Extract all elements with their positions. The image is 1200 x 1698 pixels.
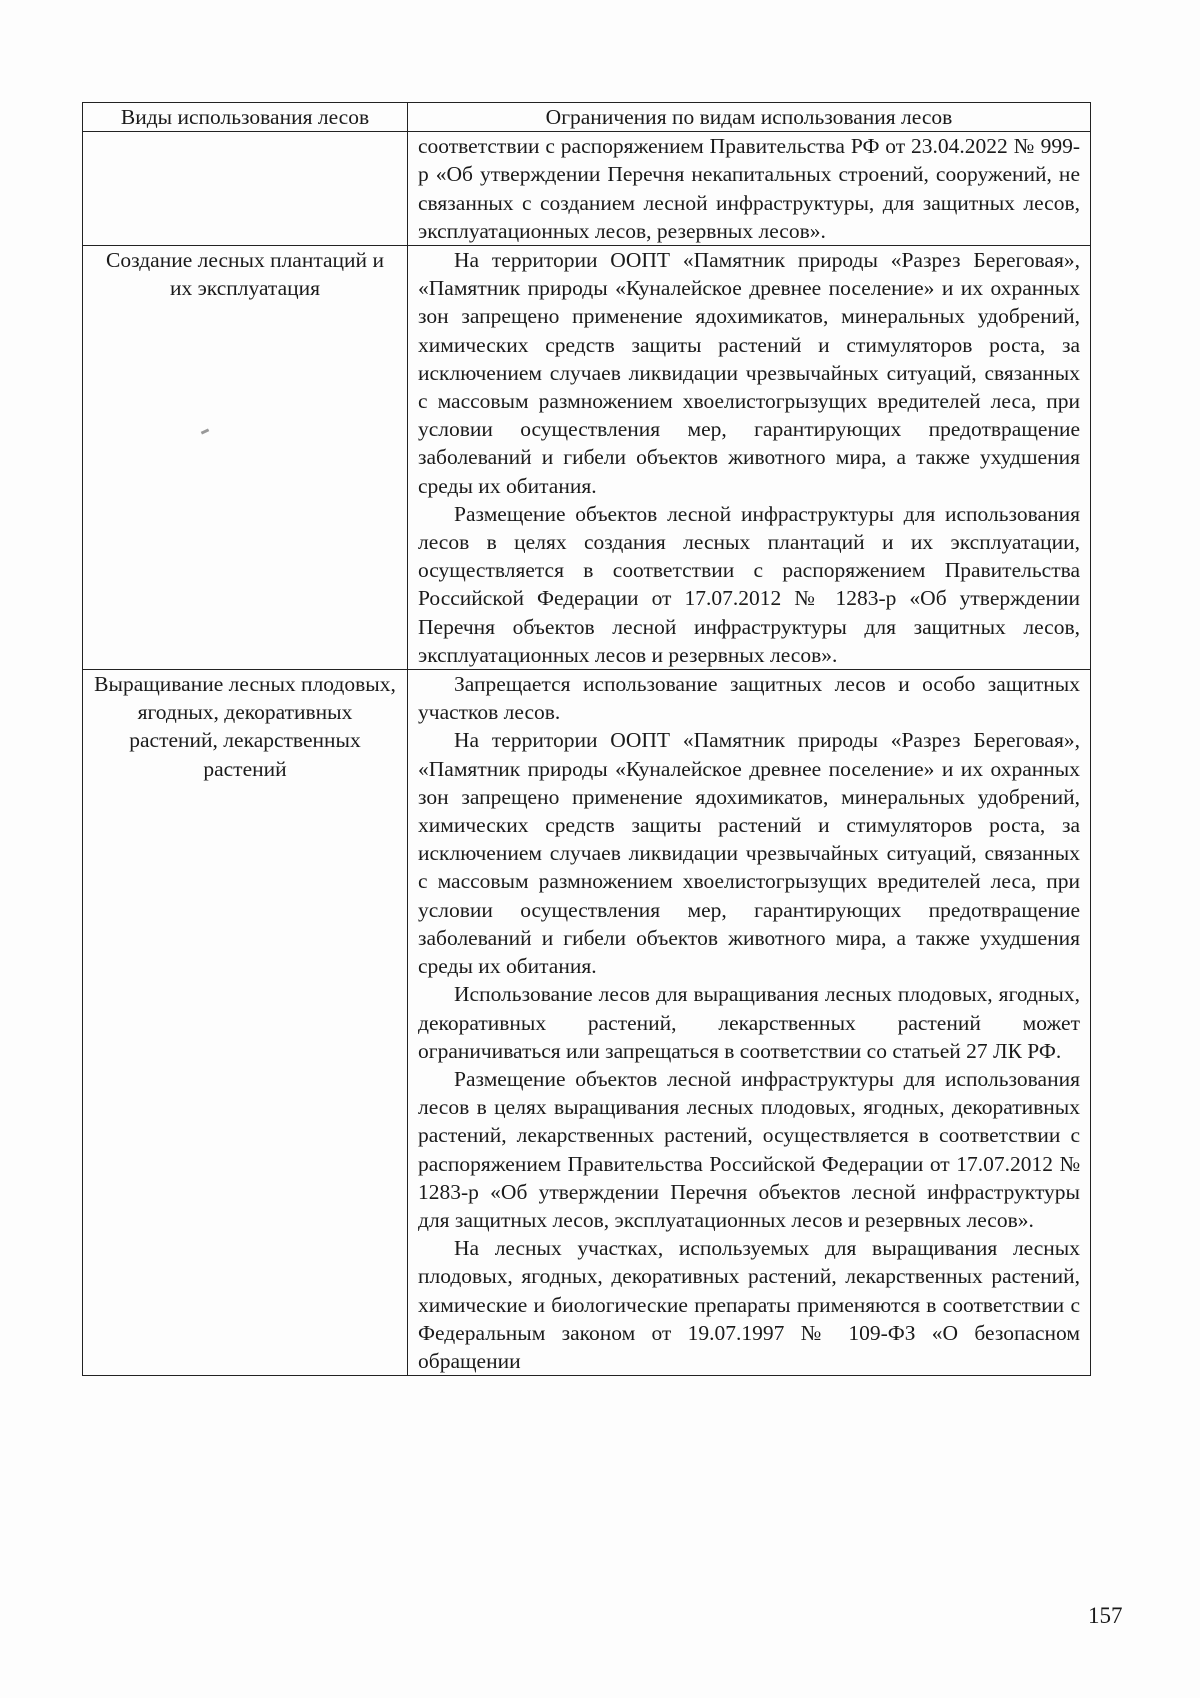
- restriction-paragraph: Использование лесов для выращивания лесных плодовых, ягодных, декоративных растений, лекарственных растений может ограничиваться или запрещаться в соответствии со статьей 27 ЛК РФ.: [418, 982, 1080, 1063]
- row-kind-cell: Выращивание лесных плодовых, ягодных, декоративных растений, лекарственных растений: [83, 670, 408, 1376]
- row-restrictions-cell: [408, 246, 1091, 670]
- header-restrictions: Ограничения по видам использования лесов: [408, 103, 1091, 132]
- restriction-paragraph: На лесных участках, используемых для выращивания лесных плодовых, ягодных, декоративных растений, лекарственных растений, химические и биологические препараты применяются в соответствии с Федеральным законом от 19.07.1997 № 109-ФЗ «О безопасном обращении: [418, 1236, 1080, 1373]
- restriction-paragraph: На территории ООПТ «Памятник природы «Разрез Береговая», «Памятник природы «Куналейское древнее поселение» и их охранных зон запрещено применение ядохимикатов, минеральных удобрений, химических средств защиты растений и стимуляторов роста, за исключением случаев ликвидации чрезвычайных ситуаций, связанных с массовым размножением хвоелистогрызущих вредителей леса, при условии осуществления мер, гарантирующих предотвращение заболеваний и гибели объектов животного мира, а также ухудшения среды их обитания.: [418, 728, 1080, 979]
- row-restrictions-cell: [408, 670, 1091, 1376]
- row-restrictions-cell: [408, 132, 1091, 246]
- restriction-paragraph: На территории ООПТ «Памятник природы «Разрез Береговая», «Памятник природы «Куналейское древнее поселение» и их охранных зон запрещено применение ядохимикатов, минеральных удобрений, химических средств защиты растений и стимуляторов роста, за исключением случаев ликвидации чрезвычайных ситуаций, связанных с массовым размножением хвоелистогрызущих вредителей леса, при условии осуществления мер, гарантирующих предотвращение заболеваний и гибели объектов животного мира, а также ухудшения среды их обитания.: [418, 248, 1080, 498]
- restriction-paragraph: Размещение объектов лесной инфраструктуры для использования лесов в целях выращивания лесных плодовых, ягодных, декоративных растений, лекарственных растений, осуществляется в соответствии с распоряжением Правительства Российской Федерации от 17.07.2012 № 1283-р «Об утверждении Перечня объектов лесной инфраструктуры для защитных лесов, эксплуатационных лесов и резервных лесов».: [418, 1066, 1080, 1232]
- header-forest-use-kinds: Виды использования лесов: [83, 103, 408, 132]
- table-row: [83, 670, 1091, 1376]
- restriction-paragraph: соответствии с распоряжением Правительства РФ от 23.04.2022 № 999-р «Об утверждении Перечня некапитальных строений, сооружений, не связанных с созданием лесной инфраструктуры, для защитных лесов, эксплуатационных лесов, резервных лесов».: [418, 134, 1080, 243]
- restriction-paragraph: Размещение объектов лесной инфраструктуры для использования лесов в целях создания лесных плантаций и их эксплуатации, осуществляется в соответствии с распоряжением Правительства Российской Федерации от 17.07.2012 № 1283-р «Об утверждении Перечня объектов лесной инфраструктуры для защитных лесов, эксплуатационных лесов и резервных лесов».: [418, 501, 1080, 667]
- row-kind-cell: Создание лесных плантаций и их эксплуатация: [83, 246, 408, 670]
- restriction-paragraph: Запрещается использование защитных лесов и особо защитных участков лесов.: [418, 672, 1080, 725]
- table-header-row: [83, 103, 1091, 132]
- table-row: [83, 132, 1091, 246]
- forest-use-limits-table: [82, 102, 1091, 1376]
- row-kind-cell: [83, 132, 408, 246]
- table-row: [83, 246, 1091, 670]
- page-number: 157: [1088, 1603, 1123, 1628]
